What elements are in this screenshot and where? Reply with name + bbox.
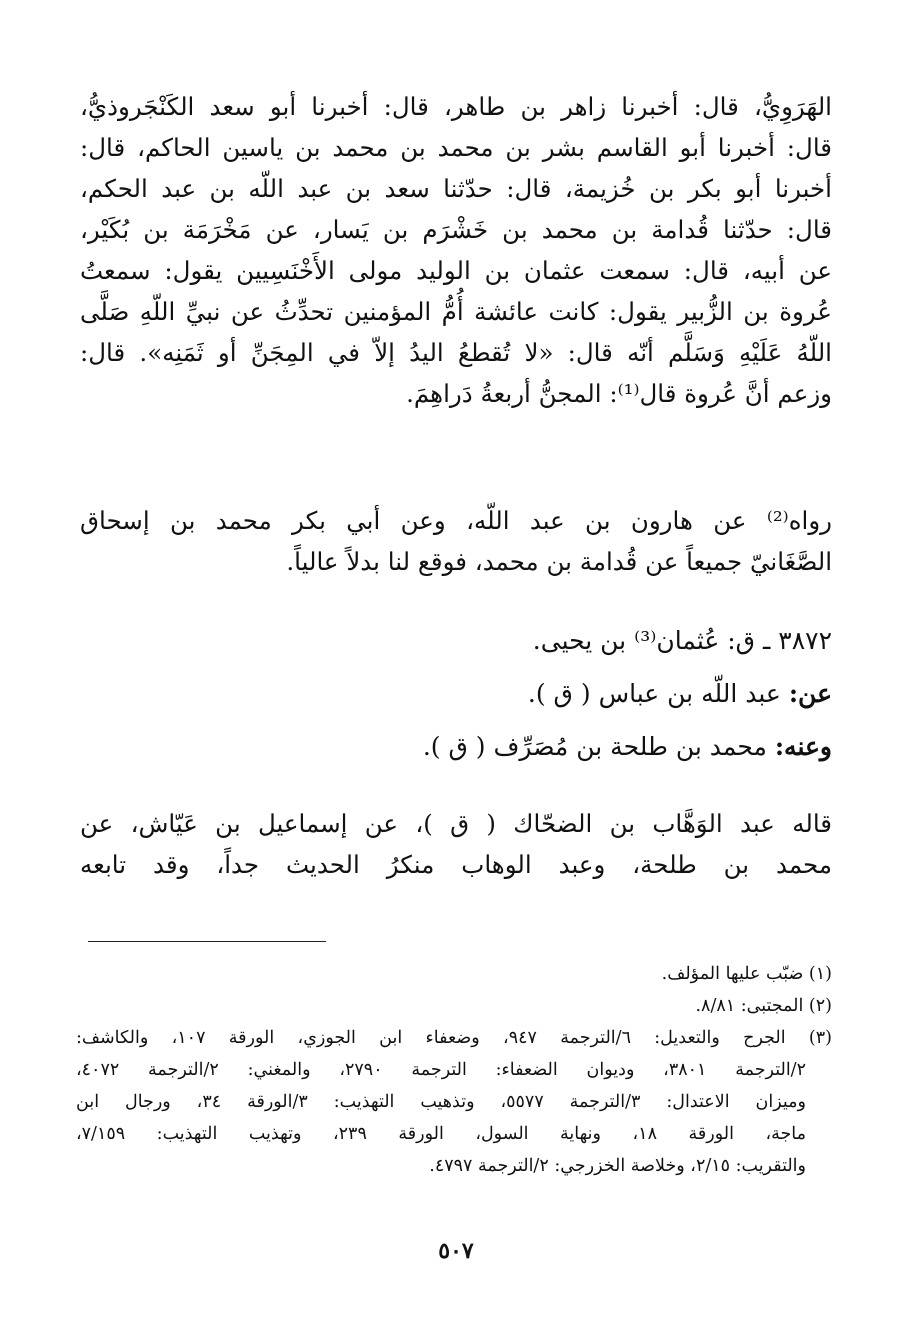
footnote-3-line: وميزان الاعتدال: ٣/الترجمة ٥٥٧٧، وتذهيب التهذيب: ٣/الورقة ٣٤، ورجال ابن <box>76 1092 806 1112</box>
from-label: عن: <box>788 679 832 708</box>
footnote-1: (١) ضبّب عليها المؤلف. <box>661 964 832 984</box>
paragraph-isnad <box>80 86 832 414</box>
paragraph-commentary <box>80 803 832 885</box>
text-line: وزعم أنَّ عُروة قال⁽¹⁾: المجنُّ أربعةُ دَراهِمَ. <box>406 379 832 408</box>
text-line: محمد بن طلحة، وعبد الوهاب منكرُ الحديث جداً، وقد تابعه <box>80 850 832 879</box>
text-line: أخبرنا أبو بكر بن خُزيمة، قال: حدّثنا سعد بن عبد اللّه بن عبد الحكم، <box>80 174 832 203</box>
footnote-3-line: ٢/الترجمة ٣٨٠١، وديوان الضعفاء: الترجمة ٢٧٩٠، والمغني: ٢/الترجمة ٤٠٧٢، <box>76 1060 806 1080</box>
text-line: قال: أخبرنا أبو القاسم بشر بن محمد بن محمد بن ياسين الحاكم، قال: <box>80 133 832 162</box>
text-line: قاله عبد الوَهَّاب بن الضحّاك ( ق )، عن إسماعيل بن عَيّاش، عن <box>80 809 832 838</box>
entry-by-line <box>80 720 832 773</box>
footnote-separator <box>88 941 326 942</box>
by-text: محمد بن طلحة بن مُصَرِّف ( ق ). <box>422 732 767 761</box>
footnotes <box>76 958 832 1182</box>
text-line: عُروة بن الزُّبير يقول: كانت عائشة أُمُّ المؤمنين تحدِّثُ عن نبيِّ اللّهِ صَلَّى <box>80 297 832 326</box>
footnote-3-line: ماجة، الورقة ١٨، ونهاية السول، الورقة ٢٣٩، وتهذيب التهذيب: ٧/١٥٩، <box>76 1124 806 1144</box>
biography-entry <box>80 614 832 773</box>
entry-heading: ٣٨٧٢ ـ ق: عُثمان⁽³⁾ بن يحيى. <box>532 626 832 655</box>
text-line: اللّهُ عَلَيْهِ وَسَلَّم أنّه قال: «لا تُقطعُ اليدُ إلاّ في المِجَنِّ أو ثَمَنِه». قال: <box>80 338 832 367</box>
text-line: قال: حدّثنا قُدامة بن محمد بن خَشْرَم بن يَسار، عن مَخْرَمَة بن بُكَيْر، <box>80 215 832 244</box>
footnote-3-line: (٣) الجرح والتعديل: ٦/الترجمة ٩٤٧، وضعفاء ابن الجوزي، الورقة ١٠٧، والكاشف: <box>76 1028 832 1048</box>
page-number: ٥٠٧ <box>438 1238 474 1264</box>
text-line: عن أبيه، قال: سمعت عثمان بن الوليد مولى الأَخْنَسِيين يقول: سمعتُ <box>80 256 832 285</box>
entry-from-line <box>80 667 832 720</box>
paragraph-riwaya <box>80 500 832 582</box>
footnote-3-line: والتقريب: ٢/١٥، وخلاصة الخزرجي: ٢/الترجمة ٤٧٩٧. <box>429 1156 806 1176</box>
text-line: رواه⁽²⁾ عن هارون بن عبد اللّه، وعن أبي بكر محمد بن إسحاق <box>80 506 832 535</box>
footnote-2: (٢) المجتبى: ٨/٨١. <box>695 996 832 1016</box>
by-label: وعنه: <box>774 732 832 761</box>
text-line: الهَرَوِيُّ، قال: أخبرنا زاهر بن طاهر، قال: أخبرنا أبو سعد الكَنْجَروذيُّ، <box>80 92 832 121</box>
from-text: عبد اللّه بن عباس ( ق ). <box>527 679 781 708</box>
text-line: الصَّغَانيّ جميعاً عن قُدامة بن محمد، فوقع لنا بدلاً عالياً. <box>286 547 832 576</box>
